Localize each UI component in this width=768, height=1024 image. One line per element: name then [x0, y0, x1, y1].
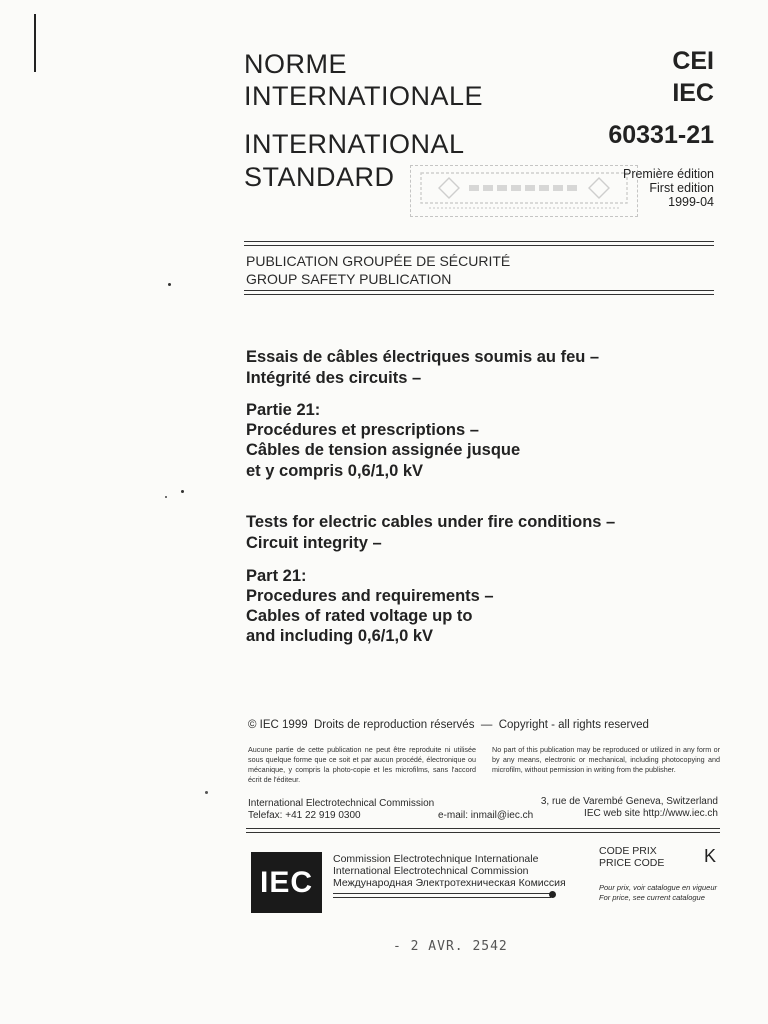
standard-number: 60331-21 [608, 121, 714, 149]
scan-speck [168, 283, 171, 286]
title-en-line1: Tests for electric cables under fire conditions – [246, 513, 616, 531]
header-internationale: INTERNATIONALE [244, 81, 484, 111]
title-en-sub1: Procedures and requirements – [246, 587, 494, 605]
price-code: PRICE CODE [599, 857, 665, 869]
scan-edge-mark [34, 14, 36, 72]
title-fr-line1: Essais de câbles électriques soumis au feu – [246, 348, 600, 366]
header-standard: STANDARD [244, 162, 395, 192]
header-iec: IEC [672, 79, 714, 107]
divider-footer [246, 828, 720, 833]
contact-web: IEC web site http://www.iec.ch [584, 808, 718, 819]
title-fr-line2: Intégrité des circuits – [246, 369, 422, 387]
scan-speck [205, 791, 208, 794]
copyright-fine-fr: Aucune partie de cette publication ne peut être reproduite ni utilisée sous quelque forme que ce soit et par aucun procédé, électronique ou mécanique, y compris la photo-copie et les microfilms, sans l'accord écrit de l'éditeur. [248, 745, 476, 784]
price-letter: K [704, 846, 717, 866]
title-en-sub3: and including 0,6/1,0 kV [246, 627, 434, 645]
title-fr-sub3: et y compris 0,6/1,0 kV [246, 462, 424, 480]
contact-telefax: Telefax: +41 22 919 0300 [248, 810, 361, 821]
publication-fr: PUBLICATION GROUPÉE DE SÉCURITÉ [246, 253, 511, 269]
contact-email: e-mail: inmail@iec.ch [438, 810, 534, 821]
divider-top-upper [244, 241, 714, 246]
edition-fr: Première édition [622, 167, 714, 181]
iec-logo-text: IEC [259, 865, 313, 899]
title-en-part: Part 21: [246, 567, 307, 585]
commission-fr: Commission Electrotechnique Internationale [333, 853, 539, 865]
stamp-mark [419, 171, 629, 211]
commission-ru: Международная Электротехническая Комиссия [333, 877, 566, 889]
divider-top-lower [244, 290, 714, 295]
handwritten-date: - 2 AVR. 2542 [393, 939, 508, 954]
title-fr-part: Partie 21: [246, 401, 321, 419]
iec-logo [251, 852, 322, 913]
header-international: INTERNATIONAL [244, 129, 465, 159]
edition-en: First edition [649, 181, 714, 195]
title-fr-sub1: Procédures et prescriptions – [246, 421, 479, 439]
contact-address: 3, rue de Varembé Geneva, Switzerland [540, 796, 718, 807]
edition-date: 1999-04 [668, 195, 714, 209]
price-note-fr: Pour prix, voir catalogue en vigueur [599, 883, 717, 892]
header-cei: CEI [672, 47, 714, 75]
copyright-fine-en: No part of this publication may be reproduced or utilized in any form or by any means, electronic or mechanical, including photocopying and microfilm, without permission in writing from the publisher. [492, 745, 720, 774]
title-fr-sub2: Câbles de tension assignée jusque [246, 441, 521, 459]
contact-org: International Electrotechnical Commission [248, 798, 435, 809]
scan-speck [181, 490, 184, 493]
divider-logo-dot [549, 891, 556, 898]
header-norme: NORME [244, 49, 347, 79]
title-en-sub2: Cables of rated voltage up to [246, 607, 473, 625]
divider-logo-line [333, 893, 551, 898]
publication-en: GROUP SAFETY PUBLICATION [246, 271, 452, 287]
scan-speck [165, 496, 167, 498]
title-en-line2: Circuit integrity – [246, 534, 382, 552]
copyright-line: © IEC 1999 Droits de reproduction réservés — Copyright - all rights reserved [248, 719, 649, 731]
price-note-en: For price, see current catalogue [599, 893, 705, 902]
commission-en: International Electrotechnical Commission [333, 865, 529, 877]
library-stamp [410, 165, 638, 217]
code-prix: CODE PRIX [599, 845, 657, 857]
